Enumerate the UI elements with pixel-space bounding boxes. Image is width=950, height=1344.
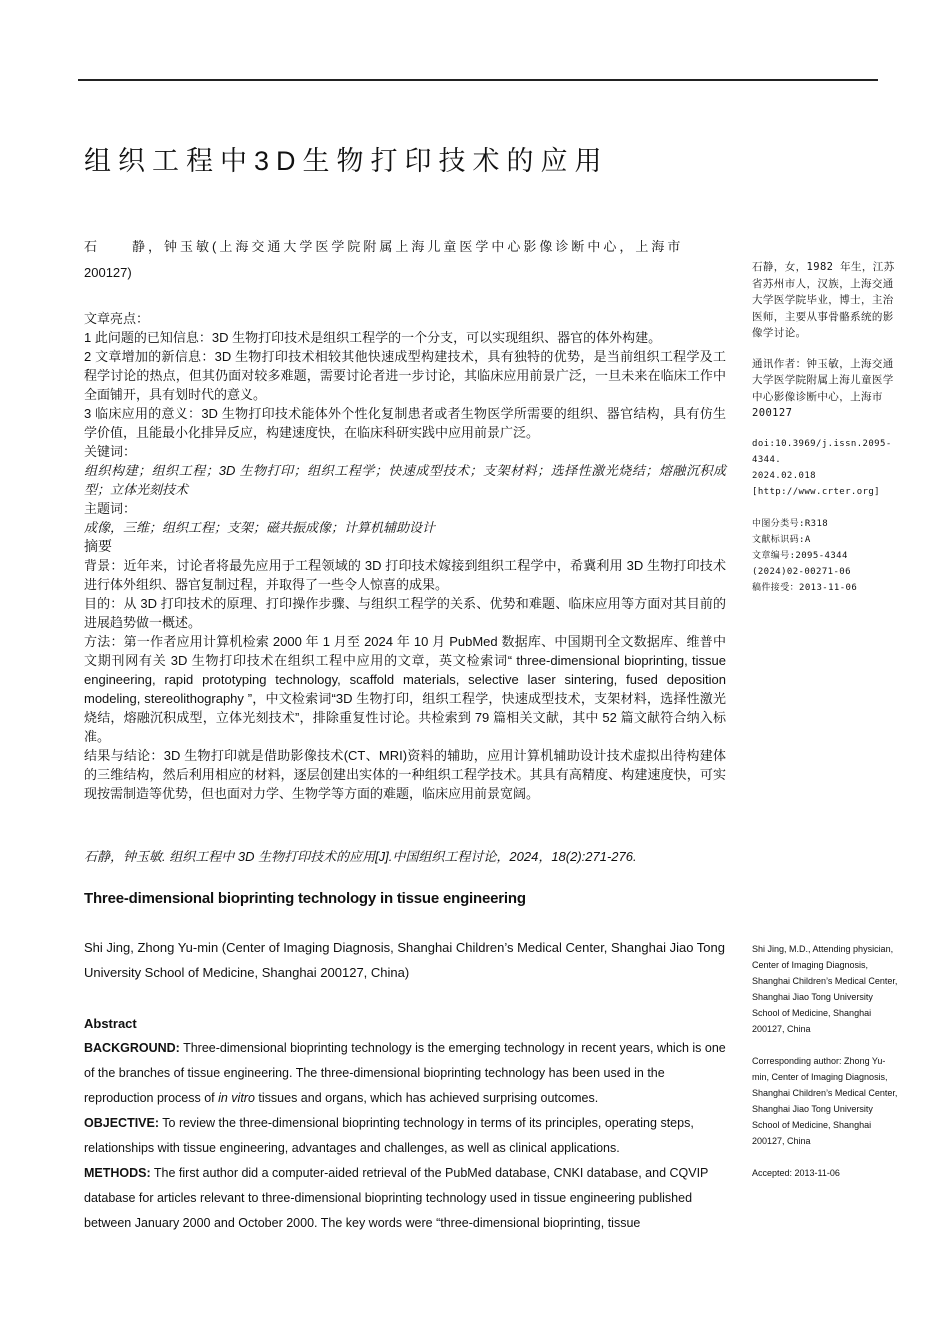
label: BACKGROUND: [84,1041,180,1055]
highlights-section [84,309,726,803]
author-postcode: 200127) [84,265,132,280]
author-affiliation: 上海交通大学医学院附属上海儿童医学中心影像诊断中心，上海市 [219,239,684,254]
text: 3D 生物打印就是借助影像技术(CT、MRI)资料的辅助，应用计算机辅助设计技术虚拟出待构建体的三维结构，然后利用相应的材料，逐层创建出实体的一种组织工程学技术。其具有高精度、构建速度快，可实现按需制造等优势，但也面对力学、生物学等方面的难题，临床应用前景宽阔。 [84,748,726,801]
correspondence: 通讯作者：钟玉敏，上海交通大学医学院附属上海儿童医学中心影像诊断中心，上海市 200127 [752,357,894,419]
english-title: Three-dimensional bioprinting technology in tissue engineering [84,890,526,907]
text-italic: in vitro [218,1091,255,1105]
keywords: 组织构建；组织工程；3D 生物打印；组织工程学；快速成型技术；支架材料；选择性激光烧结；熔融沉积成型；立体光刻技术 [84,463,726,497]
journal-url: [http://www.crter.org] [752,486,881,497]
text: 近年来，讨论者将最先应用于工程领域的 3D 打印技术嫁接到组织工程学中，希冀利用 3D 生物打印技术进行体外组织、器官复制过程，并取得了一些令人惊喜的成果。 [84,558,726,592]
abstract-background [84,1036,726,1111]
text: Three-dimensional bioprinting technology is the emerging technology in recent years, which is one of the branches of tissue engineering. The three-dimensional bioprinting technology has been used in the reproduction process of [84,1041,726,1105]
text: tissues and organs, which has achieved surprising outcomes. [254,1091,599,1105]
keywords-heading: 关键词： [84,444,137,459]
abstract-cn-heading: 摘要 [84,538,112,554]
abstract-heading: Abstract [84,1016,137,1031]
label: 目的： [84,596,124,611]
page-title: 组织工程中3D生物打印技术的应用 [84,146,609,176]
label: OBJECTIVE: [84,1116,160,1130]
header-rule [78,79,878,81]
author-names: 石 静，钟玉敏( [84,239,220,254]
doi: doi:10.3969/j.issn.2095-4344. [752,438,892,465]
doi-block [752,436,902,500]
abstract-methods [84,1161,726,1236]
label: 结果与结论： [84,748,164,763]
article-no-2: (2024)02-00271-06 [752,566,851,577]
abstract-objective [84,1111,726,1161]
highlights-heading: 文章亮点： [84,311,150,326]
highlight-item: 2 文章增加的新信息：3D 生物打印技术相较其他快速成型构建技术，具有独特的优势，是当前组织工程学及工程学讨论的热点，但其仍面对较多难题，需要讨论者进一步讨论，其临床应用前景广泛，一旦未来在临床工作中全面铺开，具有划时代的意义。 [84,349,726,402]
english-abstract [84,1011,726,1236]
doi-2: 2024.02.018 [752,470,817,481]
accepted-date: Accepted: 2013-11-06 [752,1168,840,1178]
label: 背景： [84,558,124,573]
text: 从 3D 打印技术的原理、打印操作步骤、与组织工程学的关系、优势和难题、临床应用等方面对其目前的进展趋势做一概述。 [84,596,726,630]
article-no: 文章编号:2095-4344 [752,550,848,561]
english-authors: Shi Jing, Zhong Yu-min (Center of Imaging Diagnosis, Shanghai Children’s Medical Center, Shanghai Jiao Tong University School of Medicine, Shanghai 200127, China) [84,940,725,980]
citation: 石静，钟玉敏. 组织工程中 3D 生物打印技术的应用[J].中国组织工程讨论，2024，18(2):271-276. [84,849,637,864]
abstract-cn-methods [84,632,726,746]
sidebar-en [752,941,902,1197]
author-bio: 石静，女，1982 年生，江苏省苏州市人，汉族，上海交通大学医学院毕业，博士，主治医师，主要从事骨骼系统的影像学讨论。 [752,261,895,339]
text: 第一作者应用计算机检索 2000 年 1 月至 2024 年 10 月 PubMed 数据库、中国期刊全文数据库、维普中文期刊网有关 3D 生物打印技术在组织工程中应用的文章，英文检索词“ three-dimensional bioprinting, tissue engineering, rapid prototyping technology, scaffold materials, selective laser sintering, fused deposition modeling, stereolithography ”，中文检索词“3D 生物打印，组织工程学，快速成型技术，支架材料，选择性激光烧结，熔融沉积成型，立体光刻技术”，排除重复性讨论。共检索到 79 篇相关文献，其中 52 篇文献符合纳入标准。 [84,634,726,744]
clc: 中图分类号:R318 [752,518,829,529]
highlight-item: 1 此问题的已知信息：3D 生物打印技术是组织工程学的一个分支，可以实现组织、器官的体外构建。 [84,330,662,345]
text: The first author did a computer-aided retrieval of the PubMed database, CNKI database, and CQVIP database for articles relevant to three-dimensional bioprinting technology used in tissue engineering published between January 2000 and October 2000. The key words were “three-dimensional bioprinting, tissue [84,1166,709,1230]
highlight-item: 3 临床应用的意义：3D 生物打印技术能体外个性化复制患者或者生物医学所需要的组织、器官结构，具有仿生学价值，且能最小化排异反应，构建速度快，在临床科研实践中应用前景广泛。 [84,406,726,440]
abstract-cn-results [84,746,726,803]
abstract-cn-objective [84,594,726,632]
authors-cn [84,234,726,286]
label: METHODS: [84,1166,151,1180]
english-author-bio: Shi Jing, M.D., Attending physician, Center of Imaging Diagnosis, Shanghai Children’s Medical Center, Shanghai Jiao Tong University School of Medicine, Shanghai 200127, China [752,944,898,1034]
text: To review the three-dimensional bioprinting technology in terms of its principles, operating steps, relationships with tissue engineering, advantages and challenges, as well as clinical applications. [84,1116,694,1155]
abstract-cn-background [84,556,726,594]
label: 方法： [84,634,124,649]
classification-block [752,516,902,596]
received-date: 稿件接受：2013-11-06 [752,582,858,593]
subject-terms: 成像，三维；组织工程；支架；磁共振成像；计算机辅助设计 [84,520,436,535]
subject-heading: 主题词： [84,501,137,516]
sidebar-cn [752,259,902,596]
doc-code: 文献标识码:A [752,534,811,545]
english-correspondence: Corresponding author: Zhong Yu-min, Center of Imaging Diagnosis, Shanghai Children’s Medical Center, Shanghai Jiao Tong University School of Medicine, Shanghai 200127, China [752,1056,898,1146]
